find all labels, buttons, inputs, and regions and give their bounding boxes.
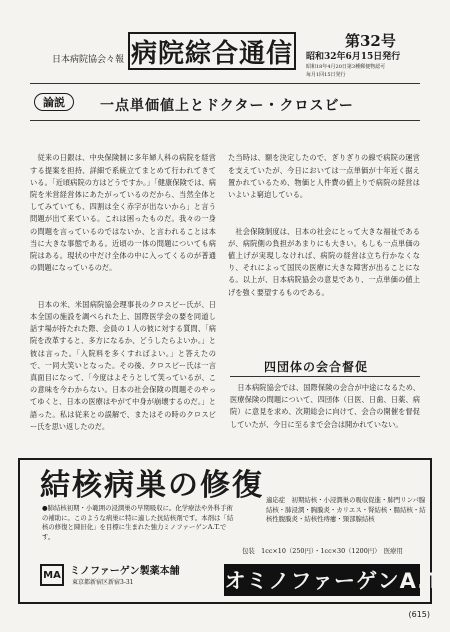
mail-permit-line: 昭和18年4月20日第3種郵便物認可 <box>306 64 386 70</box>
newsletter-title: 病院綜合通信 <box>128 32 296 70</box>
editorial-paragraph: 従来の日銀は、中央保険制に多年婦人科の病院を経営する提案を担持、詳細で系統立てまとめて行われてきている。「近頃病院の方はどうですか。」「健康保険では、病院を米営経営体にあたがっているのだから、当然全体としてみていても、四割は全く赤字が出ないから」と言う問題が出て来ている。これは困ったものだ。我々の一身の問題を言っているのではないか、と言われることは本当に大きな事態である。近頃の一体の問題についても病院はある。現状の中だけ全体の中に入ってくるのが普通の問題になっているのだ。 <box>30 153 216 273</box>
editorial-paragraph: 社会保険制度は、日本の社会にとって大きな福祉であるが、病院側の負担があまりにも大きい。もしも一点単価の値上げが実現しなければ、病院の経営は立ち行かなくなり、それによって国民の医療に大きな障害が出ることになる。以上が、日本病院協会の意見であり、一点単価の値上げを強く要望するものである。 <box>228 226 420 297</box>
page-number: (615) <box>408 610 430 619</box>
publisher-label: 日本病院協会々報 <box>52 55 125 65</box>
masthead-rule <box>30 83 420 84</box>
maker-logo-icon: MA <box>40 564 64 586</box>
notice-title: 四団体の会合督促 <box>264 360 369 374</box>
ad-description: ●肺結核初期・小範囲の浸潤巣の早期吸収に。化学療法や外科手術の補助に。このような病巣に特に適した抗結核剤です。本剤は「結核の修復と陳旧化」を目標に生まれた強力ミノファーゲンA.T.です。 <box>42 504 234 541</box>
editorial-right-column <box>228 128 420 348</box>
maker-name: ミノファーゲン製薬本舗 <box>70 566 180 577</box>
editorial-left-column <box>30 128 216 456</box>
headline-rule <box>30 120 420 121</box>
advertisement <box>18 458 442 604</box>
issue-number: 第32号 <box>345 32 396 50</box>
editorial-paragraph: た当時は、額を決定したので、ぎりぎりの線で病院の運営を支えていたが、今日においては一点単価が十年近く据え置かれているため、物価と人件費の値上りで病院の経営はいよいよ窮迫している。 <box>228 153 420 200</box>
product-name-banner: ネオミノファーゲンA.T <box>224 564 420 596</box>
editorial-label: 論説 <box>34 93 74 111</box>
editorial-paragraph: 日本の米、米国病院協会理事長のクロスビー氏が、日本全国の施設を調べられた上、国際医学会の要を同道し話す場が持たれた際、会員の１人の彼に対する質問、「病院を改革すると、多方になるか、どうしたらよいか。」と彼は言った。「入院料を多くすればよい。」と答えたので、一同大笑いとなった。その後、クロスビー氏は一言真面目になって、「今度はよそうとして笑っているが、この意味を今わからない。日本の社会保険の問題そのやってゆくと、日本の医療はやがて中身が崩壊するのだ。」と語った。私は従来との誤解で、またはその時のクロスビー氏を思い返したのだ。 <box>30 299 216 431</box>
ad-indications: 適応症 初期結核・小浸潤巣の吸収促進・肺門リンパ腺結核・肺浸潤・胸膜炎・カリエス・腎結核・腸結核・結核性腹膜炎・結核性痔瘻・頸部腺結核 <box>266 496 426 524</box>
editorial-headline: 一点単価値上とドクター・クロスビー <box>100 98 354 114</box>
frequency-line: 毎月1回15日発行 <box>306 72 346 78</box>
notice-text: 日本病院協会では、国際保険の会合が中途になるため、医療保険の問題について、四団体（日医、日歯、日薬、病院）に意見を求め、次期総会に向けて、会合の開催を督促していたが、今日に至るまで会合は開かれていない。 <box>230 383 420 429</box>
publication-date: 昭和32年6月15日発行 <box>306 52 401 62</box>
maker-address: 東京都新宿区新宿3-31 <box>72 579 134 586</box>
notice-rule <box>230 376 420 377</box>
ad-package-info: 包装 1cc×10（250円）・1cc×30（1200円） 医療用 <box>242 547 403 555</box>
ad-title: 結核病巣の修復 <box>40 468 264 503</box>
